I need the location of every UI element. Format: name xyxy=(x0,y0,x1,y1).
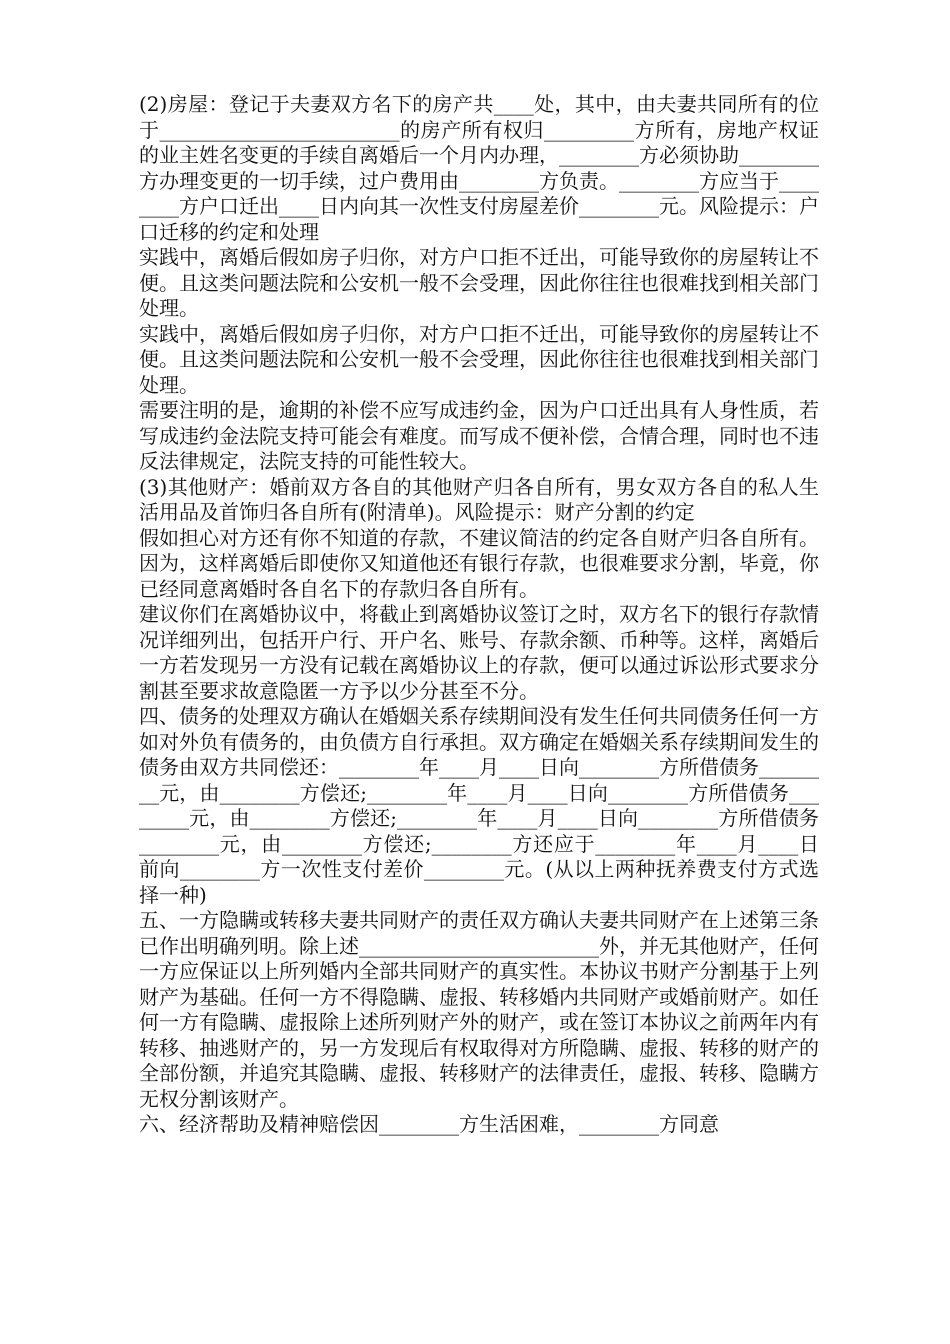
paragraph-compensation-note: 需要注明的是，逾期的补偿不应写成违约金，因为户口迁出具有人身性质，若写成违约金法院支持可能会有难度。而写成不便补偿，合情合理，同时也不违反法律规定，法院支持的可能性较大。 xyxy=(139,398,819,473)
paragraph-concealment-clause: 五、一方隐瞒或转移夫妻共同财产的责任双方确认夫妻共同财产在上述第三条已作出明确列明。除上述________________________外，并无其他财产，任何一方应保证以上所列婚内全部共同财产的真实性。本协议书财产分割基于上列财产为基础。任何一方不得隐瞒、虚报、转移婚内共同财产或婚前财产。如任何一方有隐瞒、虚报除上述所列财产外的财产，或在签订本协议之前两年内有转移、抽逃财产的，另一方发现后有权取得对方所隐瞒、虚报、转移的财产的全部份额，并追究其隐瞒、虚报、转移财产的法律责任，虚报、转移、隐瞒方无权分割该财产。 xyxy=(139,908,819,1111)
paragraph-practice-note-1: 实践中，离婚后假如房子归你，对方户口拒不迁出，可能导致你的房屋转让不便。且这类问题法院和公安机一般不会受理，因此你往往也很难找到相关部门处理。 xyxy=(139,245,819,320)
paragraph-other-property-clause: (3)其他财产：婚前双方各自的其他财产归各自所有，男女双方各自的私人生活用品及首饰归各自所有(附清单)。风险提示：财产分割的约定 xyxy=(139,474,819,524)
paragraph-practice-note-2: 实践中，离婚后假如房子归你，对方户口拒不迁出，可能导致你的房屋转让不便。且这类问题法院和公安机一般不会受理，因此你往往也很难找到相关部门处理。 xyxy=(139,321,819,397)
paragraph-economic-aid-clause: 六、经济帮助及精神赔偿因________方生活困难，________方同意 xyxy=(139,1112,719,1136)
document-page xyxy=(139,92,819,1138)
paragraph-debt-clause: 四、债务的处理双方确认在婚姻关系存续期间没有发生任何共同债务任何一方如对外负有债务的，由负债方自行承担。双方确定在婚姻关系存续期间发生的债务由双方共同偿还：________年____月____日向________方所借债务________元，由________方偿还;________年____月____日向________方所借债务________元，由________方偿还;________年____月____日向________方所借债务________元，由________方偿还;________方还应于________年____月____日前向________方一次性支付差价________元。(从以上两种抚养费支付方式选择一种) xyxy=(139,704,819,907)
paragraph-deposit-risk-note: 假如担心对方还有你不知道的存款，不建议简洁的约定各自财产归各自所有。因为，这样离婚后即使你又知道他还有银行存款，也很难要求分割，毕竟，你已经同意离婚时各自名下的存款归各自所有。 xyxy=(139,525,819,601)
paragraph-house-clause: (2)房屋：登记于夫妻双方名下的房产共____处，其中，由夫妻共同所有的位于________________________的房产所有权归_________方所有，房地产权证的业主姓名变更的手续自离婚后一个月内办理，________方必须协助________方办理变更的一切手续，过户费用由________方负责。________方应当于________方户口迁出____日内向其一次性支付房屋差价________元。风险提示：户口迁移的约定和处理 xyxy=(139,92,819,244)
paragraph-deposit-advice: 建议你们在离婚协议中，将截止到离婚协议签订之时，双方名下的银行存款情况详细列出，包括开户行、开户名、账号、存款余额、币种等。这样，离婚后一方若发现另一方没有记载在离婚协议上的存款，便可以通过诉讼形式要求分割甚至要求故意隐匿一方予以少分甚至不分。 xyxy=(139,602,819,703)
